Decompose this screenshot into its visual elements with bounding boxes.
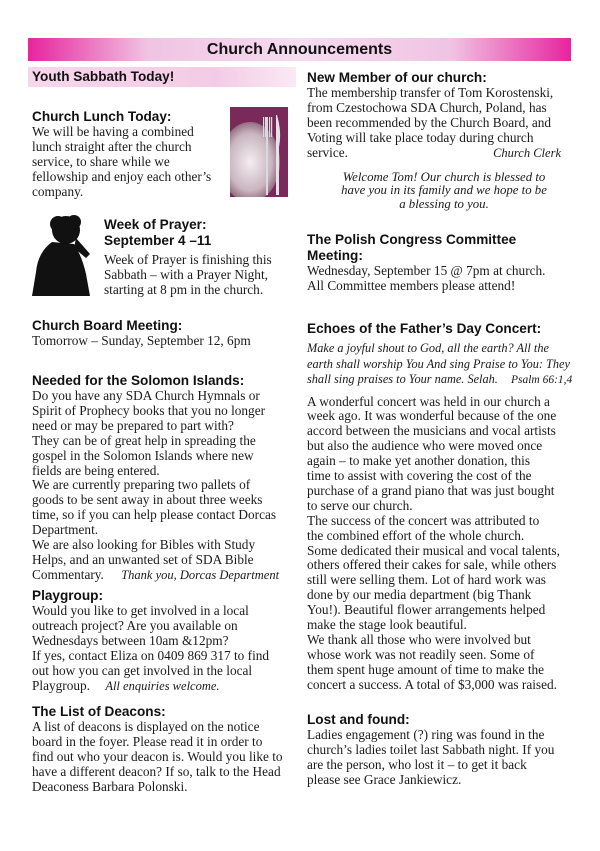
echoes-line: A wonderful concert was held in our church a xyxy=(307,393,550,409)
lunch-line: service, to share while we xyxy=(32,153,170,169)
lunch-title: Church Lunch Today: xyxy=(32,109,172,124)
echoes-line: the combined effort of the whole church. xyxy=(307,527,525,543)
solomon-last-line xyxy=(32,568,296,583)
playgroup-signature: All enquiries welcome. xyxy=(105,678,220,693)
prayer-line: Sabbath – with a Prayer Night, xyxy=(104,266,268,282)
solomon-line: goods to be sent away in about three weeks xyxy=(32,492,263,508)
solomon-line: Department. xyxy=(32,522,99,538)
member-section xyxy=(307,70,571,212)
solomon-line: We are also looking for Bibles with Study xyxy=(32,537,256,553)
playgroup-line: out how you can get involved in the local xyxy=(32,662,253,678)
deacons-line: board in the foyer. Please read it in order to xyxy=(32,733,263,749)
echoes-line: again – to make yet another donation, this xyxy=(307,453,531,469)
echoes-title: Echoes of the Father’s Day Concert: xyxy=(307,321,542,336)
verse-last-line xyxy=(307,372,573,389)
solomon-line: They can be of great help in spreading the xyxy=(32,432,256,448)
lost-line: are the person, who lost it – to get it back xyxy=(307,756,527,772)
cutlery-image xyxy=(230,107,288,197)
lost-line: please see Grace Jankiewicz. xyxy=(307,771,462,787)
solomon-line: Helps, and an unwanted set of SDA Bible xyxy=(32,551,254,567)
echoes-verse xyxy=(307,341,573,389)
echoes-line: concert a success. A total of $3,000 was raised. xyxy=(307,676,557,692)
congress-line: Wednesday, September 15 @ 7pm at church. xyxy=(307,263,546,278)
verse-reference: Psalm 66:1,4 xyxy=(510,374,573,386)
verse-line: earth shall worship You And sing Praise to You: They xyxy=(307,356,570,371)
verse-last-text: shall sing praises to Your name. Selah. xyxy=(307,372,498,386)
solomon-line: Spirit of Prophecy books that you no longer xyxy=(32,402,266,418)
prayer-line: Week of Prayer is finishing this xyxy=(104,252,272,267)
member-signature: Church Clerk xyxy=(493,145,561,160)
solomon-line: fields are being entered. xyxy=(32,462,160,478)
board-title: Church Board Meeting: xyxy=(32,318,183,333)
deacons-title: The List of Deacons: xyxy=(32,704,166,719)
deacons-line: A list of deacons is displayed on the notice xyxy=(32,719,260,734)
playgroup-line: outreach project? Are you available on xyxy=(32,617,238,633)
member-line: The membership transfer of Tom Korostenski, xyxy=(307,85,554,100)
youth-title: Youth Sabbath Today! xyxy=(28,67,296,87)
welcome-line: have you in its family and we hope to be xyxy=(341,183,547,198)
playgroup-line: Would you like to get involved in a local xyxy=(32,603,249,618)
echoes-line: accord between the musicians and vocal artists xyxy=(307,423,556,439)
echoes-line: We thank all those who were involved but xyxy=(307,632,531,647)
playgroup-last-line xyxy=(32,679,296,694)
welcome-line: a blessing to you. xyxy=(399,197,489,212)
echoes-line: done by our media department (big Thank xyxy=(307,587,532,603)
board-text: Tomorrow – Sunday, September 12, 6pm xyxy=(32,333,251,348)
solomon-line: Do you have any SDA Church Hymnals or xyxy=(32,388,260,403)
congress-section xyxy=(307,232,571,294)
prayer-section xyxy=(104,217,294,298)
prayer-line: starting at 8 pm in the church. xyxy=(104,281,264,297)
lost-line: Ladies engagement (?) ring was found in the xyxy=(307,727,545,742)
deacons-line: find out who your deacon is. Would you like to xyxy=(32,748,283,764)
solomon-line: We are currently preparing two pallets of xyxy=(32,477,251,493)
member-last-line xyxy=(307,146,571,161)
lunch-line: We will be having a combined xyxy=(32,124,194,139)
solomon-line: need or may be prepared to part with? xyxy=(32,417,234,433)
deacons-line: have a different deacon? If so, talk to the Head xyxy=(32,763,281,779)
praying-child-image xyxy=(28,212,98,296)
echoes-line: week ago. It was wonderful because of the one xyxy=(307,408,557,424)
solomon-signature: Thank you, Dorcas Department xyxy=(121,567,280,582)
echoes-line: but also the audience who were moved once xyxy=(307,438,543,454)
playgroup-line: Wednesdays between 10am &12pm? xyxy=(32,632,229,648)
solomon-section xyxy=(32,373,296,583)
welcome-message xyxy=(307,171,571,212)
lunch-line: lunch straight after the church xyxy=(32,138,192,154)
youth-section xyxy=(28,67,296,87)
solomon-title: Needed for the Solomon Islands: xyxy=(32,373,245,388)
lost-line: church’s ladies toilet last Sabbath night. If you xyxy=(307,741,555,757)
member-line: Voting will take place today during church xyxy=(307,129,534,145)
prayer-dates: September 4 –11 xyxy=(104,233,212,248)
solomon-last-text: Commentary. xyxy=(32,566,104,582)
echoes-line: purchase of a grand piano that was just bought xyxy=(307,482,555,498)
echoes-line: make the stage look beautiful. xyxy=(307,617,467,633)
member-line: been recommended by the Church Board, and xyxy=(307,114,552,130)
lunch-line: company. xyxy=(32,183,84,199)
congress-line: All Committee members please attend! xyxy=(307,277,516,293)
deacons-section xyxy=(32,704,296,795)
lunch-line: fellowship and enjoy each other’s xyxy=(32,168,212,184)
playgroup-title: Playgroup: xyxy=(32,588,103,603)
lost-title: Lost and found: xyxy=(307,712,410,727)
echoes-line: The success of the concert was attributed to xyxy=(307,512,540,528)
playgroup-section xyxy=(32,588,296,693)
board-section xyxy=(32,318,296,349)
echoes-line: whose work was not readily seen. Some of xyxy=(307,646,535,662)
solomon-line: time, so if you can help please contact Dorcas xyxy=(32,507,277,523)
solomon-line: gospel in the Solomon Islands where new xyxy=(32,447,254,463)
echoes-line: still were selling them. Lot of hard work was xyxy=(307,572,546,588)
welcome-line: Welcome Tom! Our church is blessed to xyxy=(342,169,546,184)
congress-title: The Polish Congress Committee xyxy=(307,232,517,247)
lunch-section xyxy=(32,109,232,200)
member-last-text: service. xyxy=(307,144,348,160)
member-line: from Czestochowa SDA Church, Poland, has xyxy=(307,99,547,115)
congress-title-2: Meeting: xyxy=(307,248,363,263)
announcements-banner xyxy=(28,38,571,61)
echoes-line: Some dedicated their musical and vocal talents, xyxy=(307,542,560,558)
banner-title: Church Announcements xyxy=(206,40,393,58)
echoes-line: You!). Beautiful flower arrangements helped xyxy=(307,602,546,618)
echoes-section xyxy=(307,321,573,693)
lost-section xyxy=(307,712,571,788)
verse-line: Make a joyful shout to God, all the earth? All the xyxy=(307,341,549,355)
prayer-title: Week of Prayer: xyxy=(104,217,207,232)
playgroup-line: If yes, contact Eliza on 0409 869 317 to find xyxy=(32,647,270,663)
echoes-line: them spent huge amount of time to make the xyxy=(307,661,545,677)
member-title: New Member of our church: xyxy=(307,70,487,85)
echoes-line: to serve our church. xyxy=(307,497,413,513)
echoes-line: time to assist with covering the cost of the xyxy=(307,468,532,484)
echoes-line: others offered their cakes for sale, while others xyxy=(307,557,557,573)
playgroup-last-text: Playgroup. xyxy=(32,677,90,693)
deacons-line: Deaconess Barbara Polonski. xyxy=(32,778,188,794)
